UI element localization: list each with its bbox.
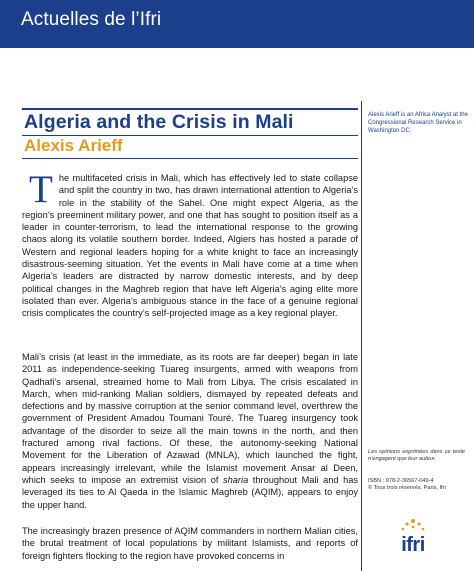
paragraph-3: The increasingly brazen presence of AQIM commanders in northern Malian cities, the brutal treatment of local populations by militant Islamists, and reports of foreign fighters flocking to the region have provoked concerns in	[22, 526, 358, 561]
isbn-line: ISBN : 978-2-36567-049-4	[368, 478, 434, 484]
column-divider	[361, 101, 362, 571]
article-title: Algeria and the Crisis in Mali	[24, 111, 294, 133]
paragraph-2	[22, 351, 358, 511]
logo-word: ifri	[401, 534, 425, 556]
paragraph-2-text-a: Mali’s crisis (at least in the immediate, as its roots are far deeper) began in late 2011 as independence-seeking Tuareg insurgents, armed with weapons from Qadhafi’s arsenal, streamed home to Mali from Libya. The crisis escalated in March, when mid-ranking Malian soldiers, dismayed by repeated defeats and defections and by massive corruption at the senior command level, overthrew the government of President Amadou Toumani Touré. The Tuareg insurgency took advantage of the disorder to seize all the main towns in the north, and then fractured among rival factions. Of these, the autonomy-seeking National Movement for the Liberation of Azawad (MNLA), which launched the fight, appears increasingly irrelevant, while the Islamist movement Ansar al Deen, which seeks to impose an extremist vision of	[22, 352, 358, 485]
header-band	[0, 0, 474, 48]
author-rule	[22, 158, 358, 159]
top-rule	[22, 108, 358, 110]
author-note: Alexis Arieff is an Africa Analyst at the Congressional Research Service in Washington DC.	[368, 112, 468, 135]
isbn-block	[368, 478, 465, 493]
drop-cap: T	[29, 168, 53, 211]
disclaimer: Les opinions exprimées dans ce texte n’engagent que leur auteur.	[368, 449, 465, 463]
paragraph-1	[22, 168, 358, 320]
paragraph-1-text: he multifaceted crisis in Mali, which has effectively led to state collapse and split the country in two, has drawn international attention to Algeria’s role in the stability of the Sahel. One might expect Algeria, as the region’s preeminent military power, and one that has sought to position itself as a leader in counter-terrorism, to lead the international response to the growing chaos along its volatile southern border. Indeed, Algiers has hosted a parade of Western and regional leaders hoping for a white knight to face an increasingly disastrous-seeming situation. Yet the events in Mali have come at a time when Algeria’s leaders are distracted by narrow domestic interests, and by deep political changes in the Maghreb region that have left Algeria’s aging elite more isolated than ever. Algeria’s ambiguous stance in the face of a genuine regional crisis complicates the country’s self-projected image as a key regional player.	[22, 173, 358, 319]
copyright-line: © Tous trois réservés, Paris, Ifri	[368, 485, 446, 492]
article-author: Alexis Arieff	[24, 136, 123, 155]
paragraph-2-italic: sharia	[223, 474, 249, 485]
paragraph-2-text-b: throughout Mali and has leveraged its ties to Al Qaeda in the Islamic Maghreb (AQIM), appears to enjoy the upper hand.	[22, 474, 359, 510]
series-title: Actuelles de l’Ifri	[21, 9, 162, 30]
ifri-logo	[393, 518, 433, 563]
